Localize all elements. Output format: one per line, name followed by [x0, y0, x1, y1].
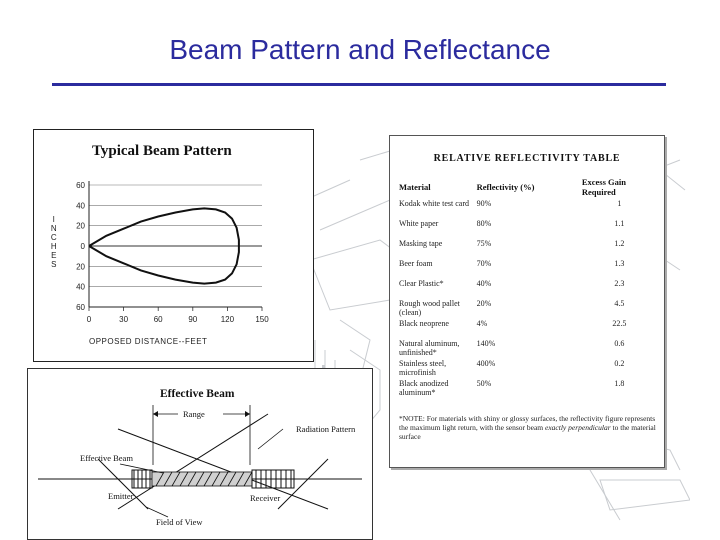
range-label: Range	[183, 409, 205, 419]
y-tick-label: 60	[76, 303, 85, 312]
emitter-label: Emitter	[108, 491, 134, 501]
reflectivity-table	[399, 177, 657, 399]
x-tick-label: 150	[255, 315, 269, 324]
y-tick-label: 0	[80, 242, 85, 251]
title-underline	[52, 83, 666, 86]
y-axis-label-letter: I	[52, 215, 56, 224]
receiver-label: Receiver	[250, 493, 281, 503]
y-tick-label: 20	[76, 221, 85, 231]
table-row: White paper 80% 1.1	[399, 219, 625, 228]
y-axis-label-letter: E	[51, 251, 57, 260]
table-row: Black neoprene 4% 22.5	[399, 319, 627, 328]
radiation-pattern-label: Radiation Pattern	[296, 424, 356, 434]
y-tick-label: 60	[76, 181, 85, 190]
reflectivity-panel	[389, 135, 665, 468]
reflectivity-title: RELATIVE REFLECTIVITY TABLE	[433, 153, 621, 164]
table-row: Rough wood pallet (clean) 20% 4.5	[399, 299, 625, 317]
effective-beam-area	[152, 472, 252, 486]
x-tick-label: 0	[86, 315, 92, 324]
table-row: Natural aluminum, unfinished* 140% 0.6	[399, 339, 625, 357]
table-row: Kodak white test card 90% 1	[399, 199, 622, 208]
header-gain: Excess Gain Required	[581, 177, 626, 197]
x-tick-label: 30	[119, 315, 129, 324]
effective-beam-label: Effective Beam	[80, 453, 133, 463]
x-tick-label: 120	[220, 315, 235, 324]
effective-beam-panel	[27, 368, 373, 540]
header-material: Material	[399, 182, 431, 192]
y-axis-label-letter: C	[50, 233, 58, 242]
slide-title: Beam Pattern and Reflectance	[169, 34, 551, 65]
beam-pattern-chart	[34, 130, 313, 361]
note-prefix: *NOTE: For materials with shiny or glossy surfaces, the reflectivity figure represents the maximum light return, with the sensor beam	[399, 414, 656, 432]
y-tick-label: 20	[76, 262, 85, 272]
table-row: Masking tape 75% 1.2	[399, 239, 625, 248]
y-tick-label: 40	[76, 201, 85, 211]
x-tick-label: 60	[153, 315, 163, 324]
effective-beam-diagram	[28, 369, 372, 539]
beam-pattern-title: Typical Beam Pattern	[92, 143, 232, 159]
table-row: Stainless steel, microfinish 400% 0.2	[399, 359, 625, 377]
beam-pattern-panel	[33, 129, 314, 362]
table-row: Clear Plastic* 40% 2.3	[399, 279, 625, 288]
x-tick-label: 90	[188, 315, 198, 324]
y-axis-label-letter: N	[50, 224, 58, 233]
table-row: Beer foam 70% 1.3	[399, 259, 625, 268]
reflectivity-note	[399, 414, 657, 441]
field-of-view-label: Field of View	[156, 517, 203, 527]
header-reflectivity: Reflectivity (%)	[476, 182, 535, 192]
x-axis-label: OPPOSED DISTANCE--FEET	[89, 337, 208, 346]
y-axis-label-letter: S	[51, 260, 57, 269]
table-row: Black anodized aluminum* 50% 1.8	[399, 379, 625, 397]
note-suffix: to the material surface	[399, 423, 656, 441]
note-emphasis: exactly perpendicular	[545, 423, 611, 432]
y-axis-label-letter: H	[50, 242, 58, 251]
y-tick-label: 40	[76, 282, 85, 292]
effective-beam-title: Effective Beam	[160, 388, 235, 400]
